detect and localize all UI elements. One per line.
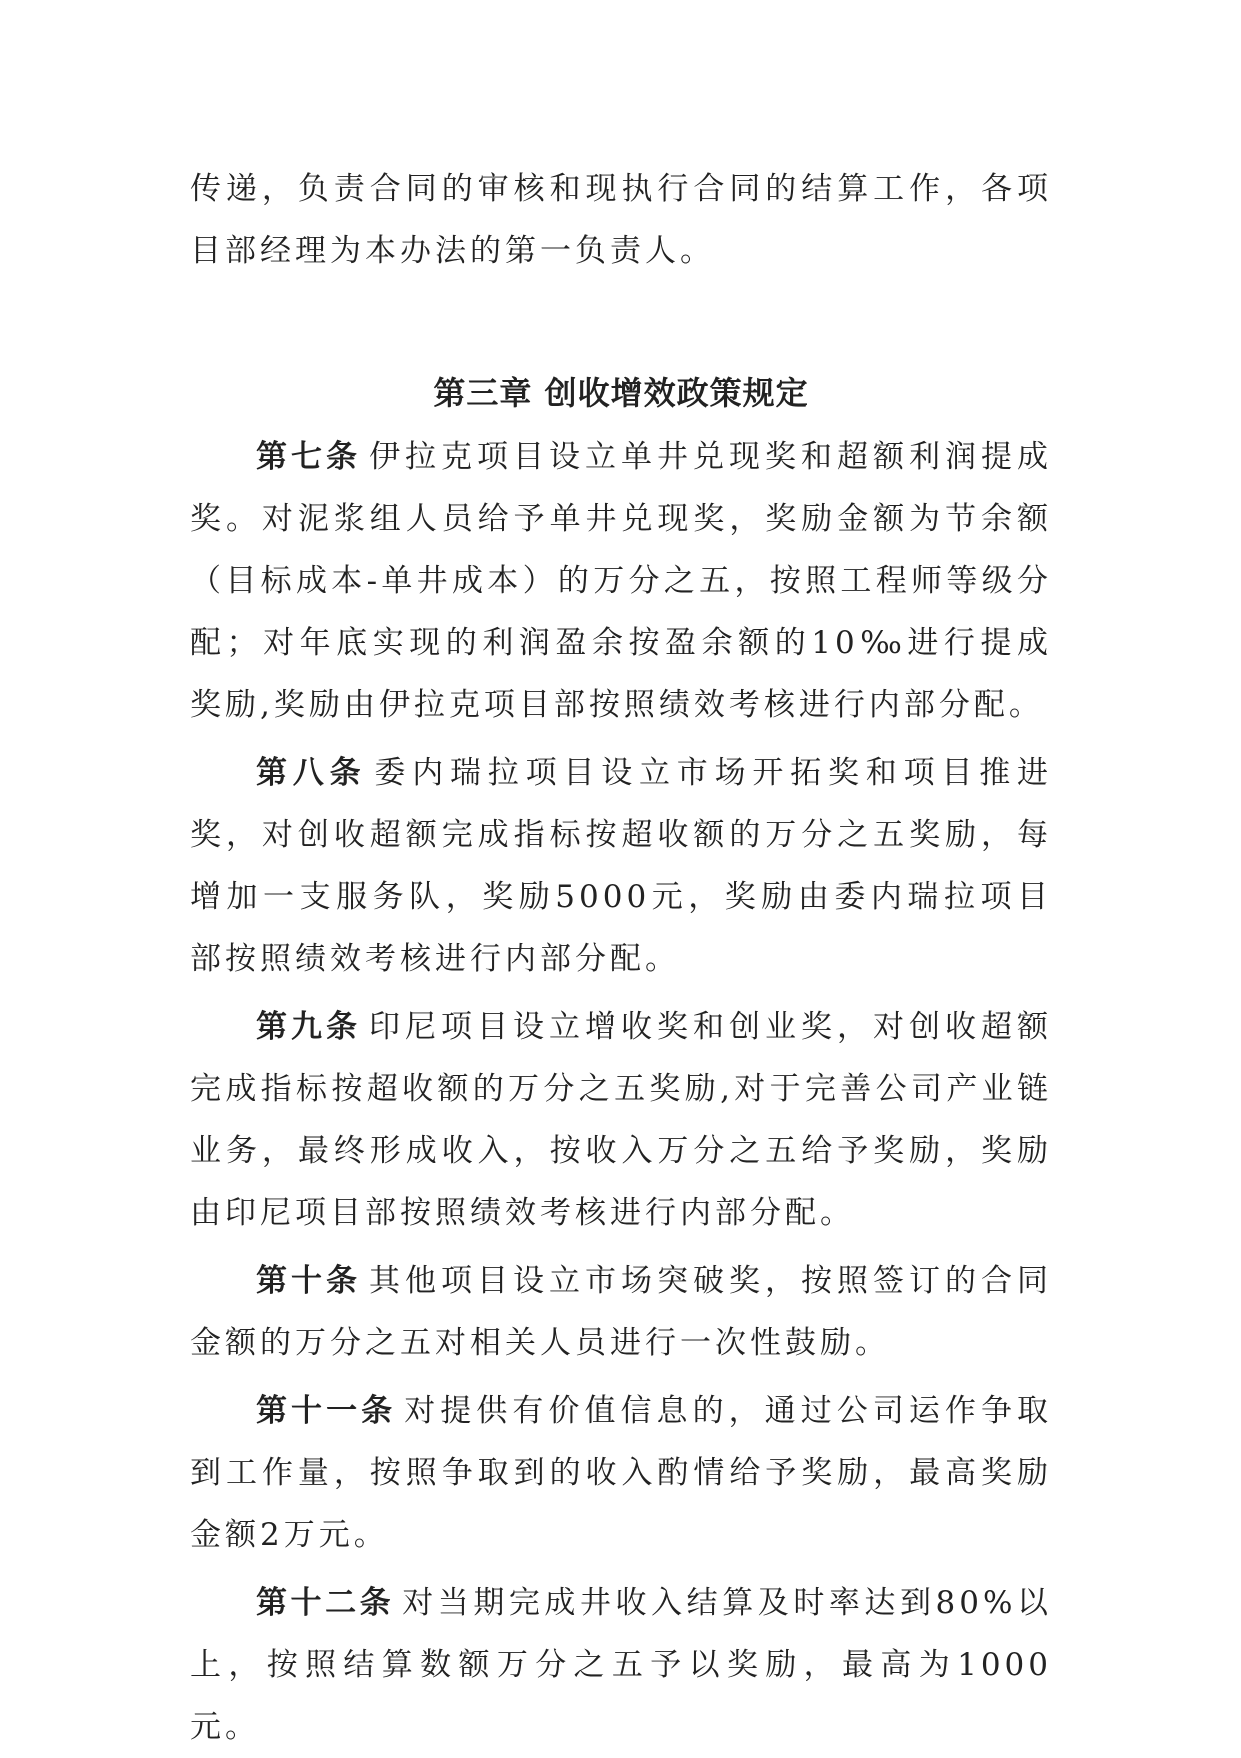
article-title: 第九条 bbox=[256, 1009, 361, 1045]
article-10 bbox=[190, 1250, 1052, 1374]
article-7 bbox=[190, 426, 1052, 736]
article-body: 对当期完成井收入结算及时率达到80%以上，按照结算数额万分之五予以奖励，最高为1000元。 bbox=[190, 1585, 1052, 1745]
article-8 bbox=[190, 742, 1052, 990]
article-12 bbox=[190, 1572, 1052, 1758]
article-title: 第十一条 bbox=[256, 1393, 397, 1429]
chapter-title: 第三章 创收增效政策规定 bbox=[433, 374, 809, 412]
intro-paragraph: 传递，负责合同的审核和现执行合同的结算工作，各项目部经理为本办法的第一负责人。 bbox=[190, 171, 1052, 269]
article-body: 委内瑞拉项目设立市场开拓奖和项目推进奖，对创收超额完成指标按超收额的万分之五奖励，每增加一支服务队，奖励5000元，奖励由委内瑞拉项目部按照绩效考核进行内部分配。 bbox=[190, 755, 1053, 977]
document-page bbox=[190, 158, 1052, 1758]
article-body: 伊拉克项目设立单井兑现奖和超额利润提成奖。对泥浆组人员给予单井兑现奖，奖励金额为节余额（目标成本-单井成本）的万分之五，按照工程师等级分配；对年底实现的利润盈余按盈余额的10‰进行提成奖励,奖励由伊拉克项目部按照绩效考核进行内部分配。 bbox=[190, 439, 1052, 723]
article-title: 第十条 bbox=[256, 1263, 361, 1299]
article-body: 印尼项目设立增收奖和创业奖，对创收超额完成指标按超收额的万分之五奖励,对于完善公司产业链业务，最终形成收入，按收入万分之五给予奖励，奖励由印尼项目部按照绩效考核进行内部分配。 bbox=[190, 1009, 1052, 1231]
article-title: 第八条 bbox=[256, 755, 367, 791]
article-11 bbox=[190, 1380, 1052, 1566]
article-title: 第七条 bbox=[256, 439, 361, 475]
article-body: 对提供有价值信息的，通过公司运作争取到工作量，按照争取到的收入酌情给予奖励，最高奖励金额2万元。 bbox=[190, 1393, 1053, 1553]
article-body: 其他项目设立市场突破奖，按照签订的合同金额的万分之五对相关人员进行一次性鼓励。 bbox=[190, 1263, 1052, 1361]
article-9 bbox=[190, 996, 1052, 1244]
article-title: 第十二条 bbox=[256, 1585, 395, 1621]
